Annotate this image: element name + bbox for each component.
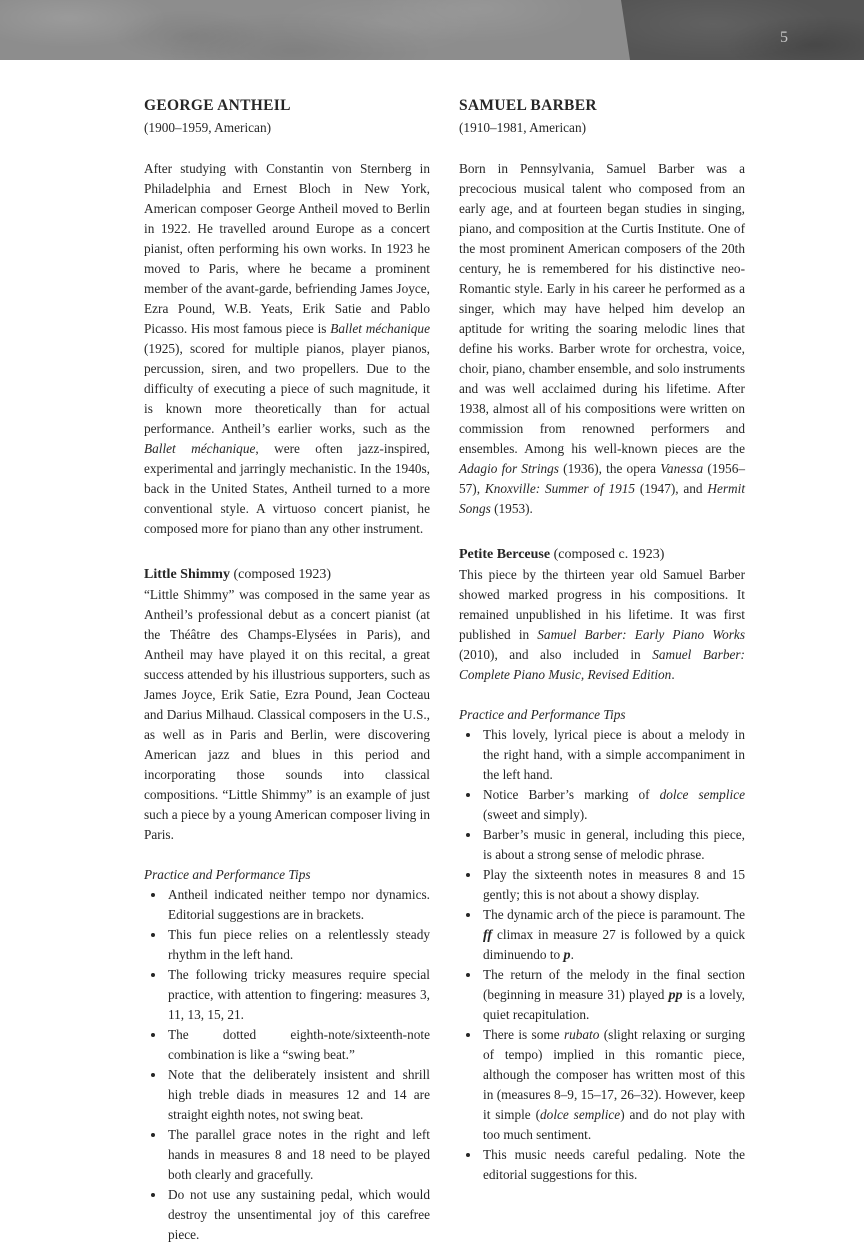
header-dark-region [621, 0, 864, 60]
composer-bio-barber: Born in Pennsylvania, Samuel Barber was a precocious musical talent who composed from an early age, and at fourteen began studies in singing, piano, and composition at the Curtis Institute. One of the most prominent American composers of the 20th century, he is remembered for his distinctive neo-Romantic style. Early in his career he performed as a singer, which may have helped him develop an aptitude for writing the soaring melodic lines that define his works. Barber wrote for orchestra, voice, choir, piano, chamber ensemble, and solo instruments and was well acclaimed during his lifetime. After 1938, almost all of his compositions were written on commission from renowned performers and ensembles. Among his well-known pieces are the Adagio for Strings (1936), the opera Vanessa (1956–57), Knoxville: Summer of 1915 (1947), and Hermit Songs (1953). [459, 161, 746, 516]
composer-dates-barber: (1910–1981, American) [459, 120, 587, 135]
piece-description-petite-berceuse: This piece by the thirteen year old Samuel Barber showed marked progress in his compositions. It remained unpublished in his lifetime. It was first published in Samuel Barber: Early Piano Works (2010), and also included in Samuel Barber: Complete Piano Music, Revised Edition. [459, 567, 745, 682]
two-column-layout [144, 96, 864, 1245]
tip-item: • Note that the deliberately insistent and shrill high treble diads in measures 12 and 14 are straight eighth notes, not swing beat. [166, 1065, 430, 1125]
composer-bio-antheil: After studying with Constantin von Sternberg in Philadelphia and Ernest Bloch in New York, American composer George Antheil moved to Berlin in 1922. He travelled around Europe as a concert pianist, often performing his own works. In 1923 he moved to Paris, where he became a prominent member of the avant-garde, befriending James Joyce, Ezra Pound, W.B. Yeats, Erik Satie and Pablo Picasso. His most famous piece is Ballet méchanique (1925), scored for multiple pianos, player pianos, percussion, siren, and two propellers. Due to the difficulty of executing a piece of such magnitude, it is known more theoretically than for actual performance. Antheil’s earlier works, such as the Ballet méchanique, were often jazz-inspired, experimental and jarringly mechanistic. In the 1940s, back in the United States, Antheil turned to a more conventional style. A virtuoso concert pianist, he composed more for piano than any other instrument. [144, 161, 430, 536]
tip-item: • Barber’s music in general, including this piece, is about a strong sense of melodic phrase. [481, 825, 745, 865]
column-antheil [144, 96, 430, 1245]
piece-heading-little-shimmy: Little Shimmy (composed 1923) [144, 567, 332, 582]
column-barber [459, 96, 745, 1245]
composer-dates-antheil: (1900–1959, American) [144, 120, 272, 135]
tip-item: • Do not use any sustaining pedal, which would destroy the unsentimental joy of this carefree piece. [166, 1185, 430, 1245]
piece-heading-petite-berceuse: Petite Berceuse (composed c. 1923) [459, 547, 665, 562]
tips-list-antheil [144, 885, 430, 1245]
tip-item: • The return of the melody in the final section (beginning in measure 31) played pp is a lovely, quiet recapitulation. [481, 965, 745, 1025]
tips-list-barber [459, 725, 745, 1185]
composer-name-antheil: GEORGE ANTHEIL [144, 97, 291, 114]
tip-item: • Play the sixteenth notes in measures 8 and 15 gently; this is not about a showy display. [481, 865, 745, 905]
tip-item: • The dynamic arch of the piece is paramount. The ff climax in measure 27 is followed by a quick diminuendo to p. [481, 905, 745, 965]
page-number: 5 [780, 29, 788, 46]
tip-item: • The dotted eighth-note/sixteenth-note combination is like a “swing beat.” [166, 1025, 430, 1065]
tip-item: • The following tricky measures require special practice, with attention to fingering: measures 3, 11, 13, 15, 21. [166, 965, 430, 1025]
tip-item: • This lovely, lyrical piece is about a melody in the right hand, with a simple accompaniment in the left hand. [481, 725, 745, 785]
tip-item: • There is some rubato (slight relaxing or surging of tempo) implied in this romantic piece, although the composer has written most of this in (measures 8–9, 15–17, 26–32). However, keep it simple (dolce semplice) and do not play with too much sentiment. [481, 1025, 745, 1145]
tips-heading-barber: Practice and Performance Tips [459, 707, 626, 722]
tip-item: • Notice Barber’s marking of dolce semplice (sweet and simply). [481, 785, 745, 825]
tips-heading-antheil: Practice and Performance Tips [144, 867, 311, 882]
page-content [0, 60, 864, 1242]
tip-item: • This music needs careful pedaling. Note the editorial suggestions for this. [481, 1145, 745, 1185]
tip-item: • The parallel grace notes in the right and left hands in measures 8 and 18 need to be played both clearly and gracefully. [166, 1125, 430, 1185]
page-header-band [0, 0, 864, 60]
composer-name-barber: SAMUEL BARBER [459, 97, 597, 114]
tip-item: • Antheil indicated neither tempo nor dynamics. Editorial suggestions are in brackets. [166, 885, 430, 925]
piece-description-little-shimmy: “Little Shimmy” was composed in the same year as Antheil’s professional debut as a concert pianist (at the Théâtre des Champs-Elysées in Paris), and Antheil may have played it on this recital, a great success attended by his illustrious supporters, such as James Joyce, Erik Satie, Ezra Pound, Jean Cocteau and Darius Milhaud. Classical composers in the U.S., as well as in Paris and Berlin, were discovering American jazz and blues in this period and incorporating those sounds into classical compositions. “Little Shimmy” is an example of just such a piece by a young American composer living in Paris. [144, 587, 430, 842]
tip-item: • This fun piece relies on a relentlessly steady rhythm in the left hand. [166, 925, 430, 965]
